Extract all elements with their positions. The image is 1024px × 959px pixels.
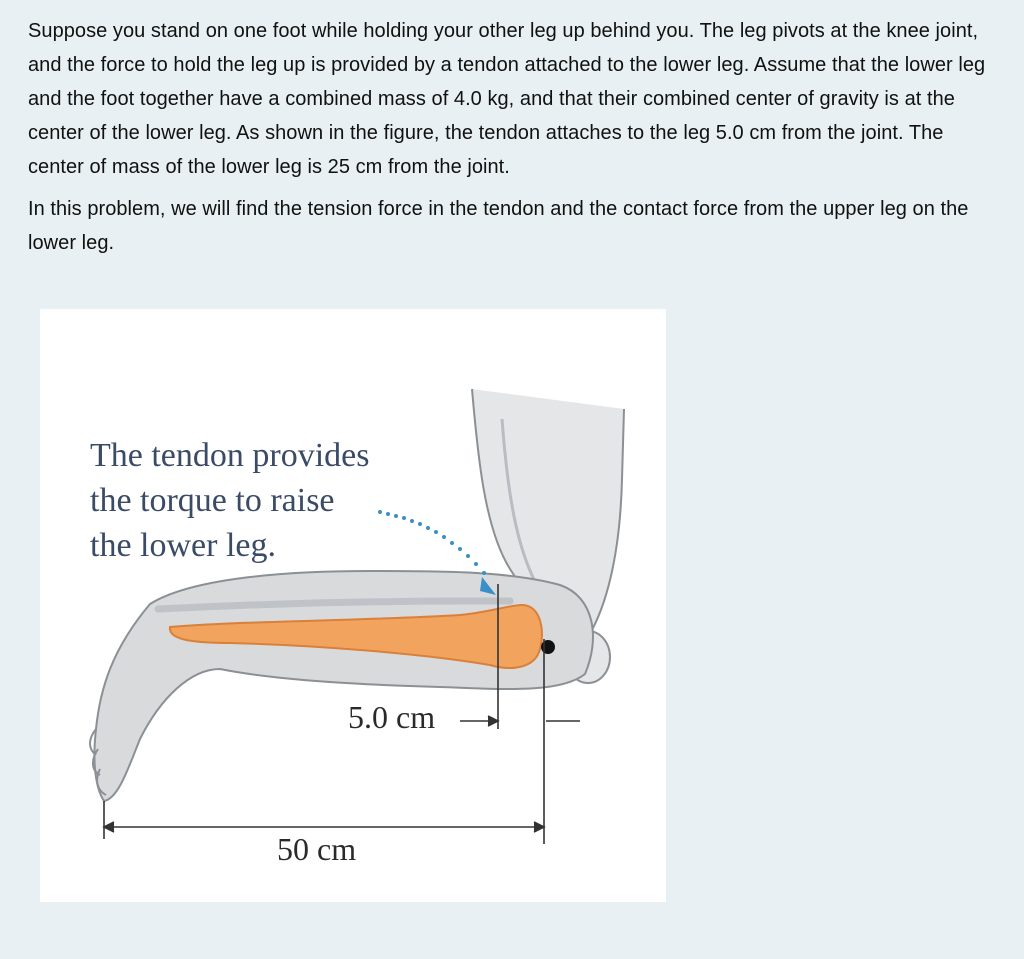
knee-pivot — [541, 640, 555, 654]
callout-line-3: the lower leg. — [90, 527, 276, 564]
leg-figure — [40, 309, 666, 902]
tendon-distance-label: 5.0 cm — [348, 699, 436, 735]
leg-length-label: 50 cm — [277, 831, 357, 867]
tendon-callout — [90, 433, 370, 568]
problem-text — [28, 14, 1003, 260]
problem-paragraph-1: Suppose you stand on one foot while holding your other leg up behind you. The leg pivots at the knee joint, and the force to hold the leg up is provided by a tendon attached to the lower leg. Assume that the lower leg and the foot together have a combined mass of 4.0 kg, and that their combined center of gravity is at the center of the lower leg. As shown in the figure, the tendon attaches to the leg 5.0 cm from the joint. The center of mass of the lower leg is 25 cm from the joint. — [28, 20, 986, 178]
callout-line-1: The tendon provides — [90, 437, 370, 474]
leg-illustration — [40, 309, 666, 902]
callout-line-2: the torque to raise — [90, 482, 335, 519]
problem-paragraph-2: In this problem, we will find the tension force in the tendon and the contact force from the upper leg on the lower leg. — [28, 198, 969, 254]
